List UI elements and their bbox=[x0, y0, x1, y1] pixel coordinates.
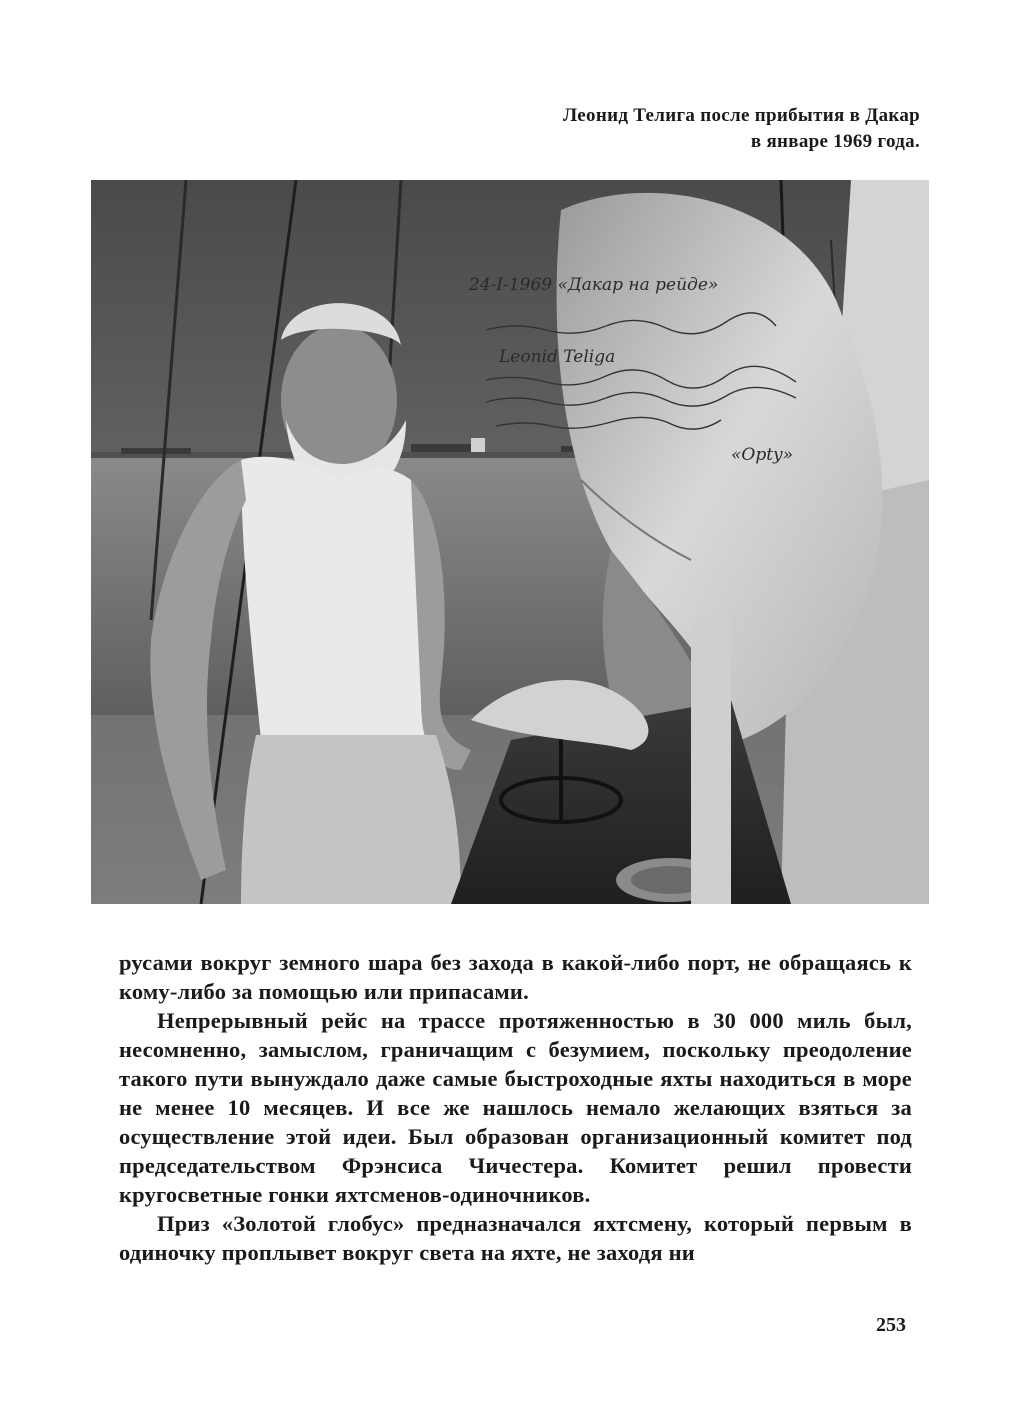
handwriting-line-1: 24-I-1969 «Дакар на рейде» bbox=[469, 275, 719, 295]
caption-line-2: в январе 1969 года. bbox=[750, 131, 920, 152]
paragraph-3: Приз «Золотой глобус» предназначался яхтсмену, который первым в одиночку проплывет вокруг света на яхте, не заходя ни bbox=[119, 1211, 912, 1265]
photo-illustration bbox=[91, 180, 929, 904]
paragraph-2: Непрерывный рейс на трассе протяженностью в 30 000 миль был, несомненно, замыслом, граничащим с безумием, поскольку преодоление такого пути вынуждало даже самые быстроходные яхты находиться в море не менее 10 месяцев. И все же нашлось немало желающих взяться за осуществление этой идеи. Был образован организационный комитет под председательством Фрэнсиса Чичестера. Комитет решил провести кругосветные гонки яхтсменов-одиночников. bbox=[119, 1008, 912, 1207]
paragraph-1: русами вокруг земного шара без захода в какой-либо порт, не обращаясь к кому-либо за помощью или припасами. bbox=[119, 950, 912, 1004]
trousers bbox=[241, 735, 461, 904]
photo-caption bbox=[400, 103, 920, 155]
caption-line-1: Леонид Телига после прибытия в Дакар bbox=[562, 105, 920, 126]
body-text bbox=[119, 948, 912, 1267]
tank-top bbox=[241, 457, 435, 740]
handwriting-line-3: «Opty» bbox=[731, 445, 794, 465]
page-number: 253 bbox=[876, 1314, 906, 1336]
handwriting-line-2: Leonid Teliga bbox=[499, 347, 616, 367]
photo-leonid-teliga bbox=[91, 180, 929, 904]
